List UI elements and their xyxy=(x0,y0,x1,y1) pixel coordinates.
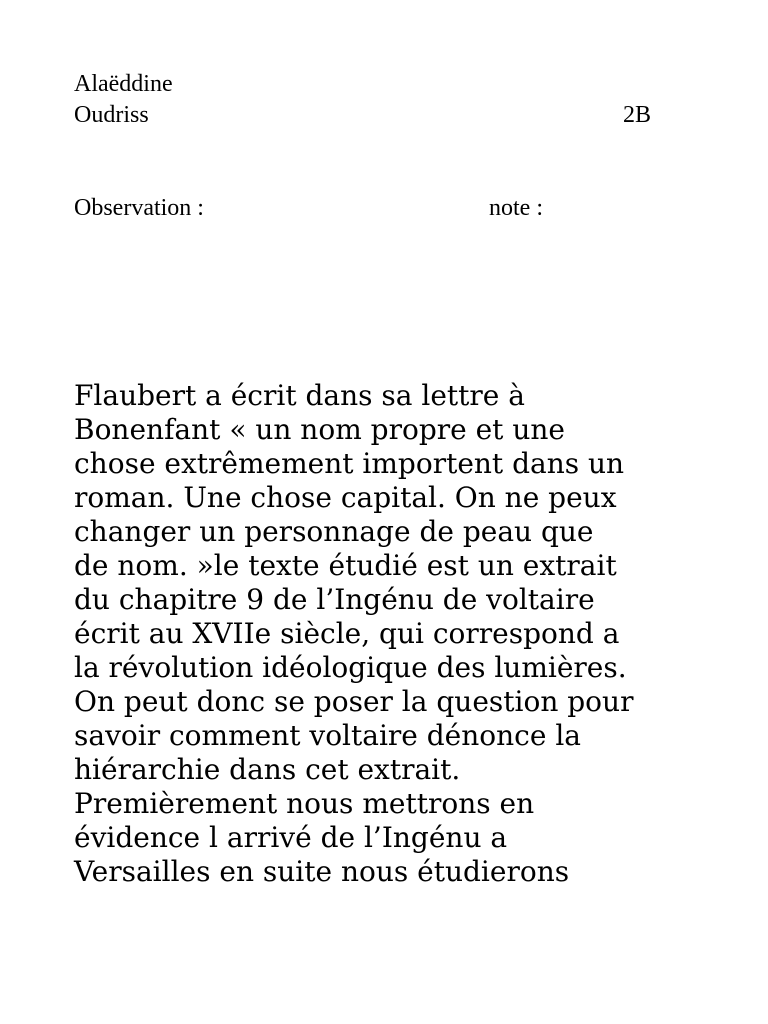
text-line: roman. Une chose capital. On ne peux xyxy=(74,481,617,514)
essay-paragraph xyxy=(74,379,734,889)
text-line: Flaubert a écrit dans sa lettre à xyxy=(74,379,525,412)
text-line: changer un personnage de peau que xyxy=(74,515,594,548)
text-line: du chapitre 9 de l’Ingénu de voltaire xyxy=(74,583,595,616)
text-line: de nom. »le texte étudié est un extrait xyxy=(74,549,617,582)
text-line: savoir comment voltaire dénonce la xyxy=(74,719,581,752)
text-line: Bonenfant « un nom propre et une xyxy=(74,413,565,446)
text-line: Premièrement nous mettrons en xyxy=(74,787,535,820)
text-line: chose extrêmement importent dans un xyxy=(74,447,625,480)
text-line: hiérarchie dans cet extrait. xyxy=(74,753,461,786)
observation-label: Observation : xyxy=(74,195,204,221)
class-label: 2B xyxy=(623,102,652,128)
note-label: note : xyxy=(489,195,543,221)
student-first-name: Alaëddine xyxy=(74,71,173,97)
text-line: évidence l arrivé de l’Ingénu a xyxy=(74,821,508,854)
text-line: écrit au XVIIe siècle, qui correspond a xyxy=(74,617,620,650)
text-line: On peut donc se poser la question pour xyxy=(74,685,634,718)
text-line: Versailles en suite nous étudierons xyxy=(74,855,570,888)
text-line: la révolution idéologique des lumières. xyxy=(74,651,627,684)
student-last-name: Oudriss xyxy=(74,102,149,128)
